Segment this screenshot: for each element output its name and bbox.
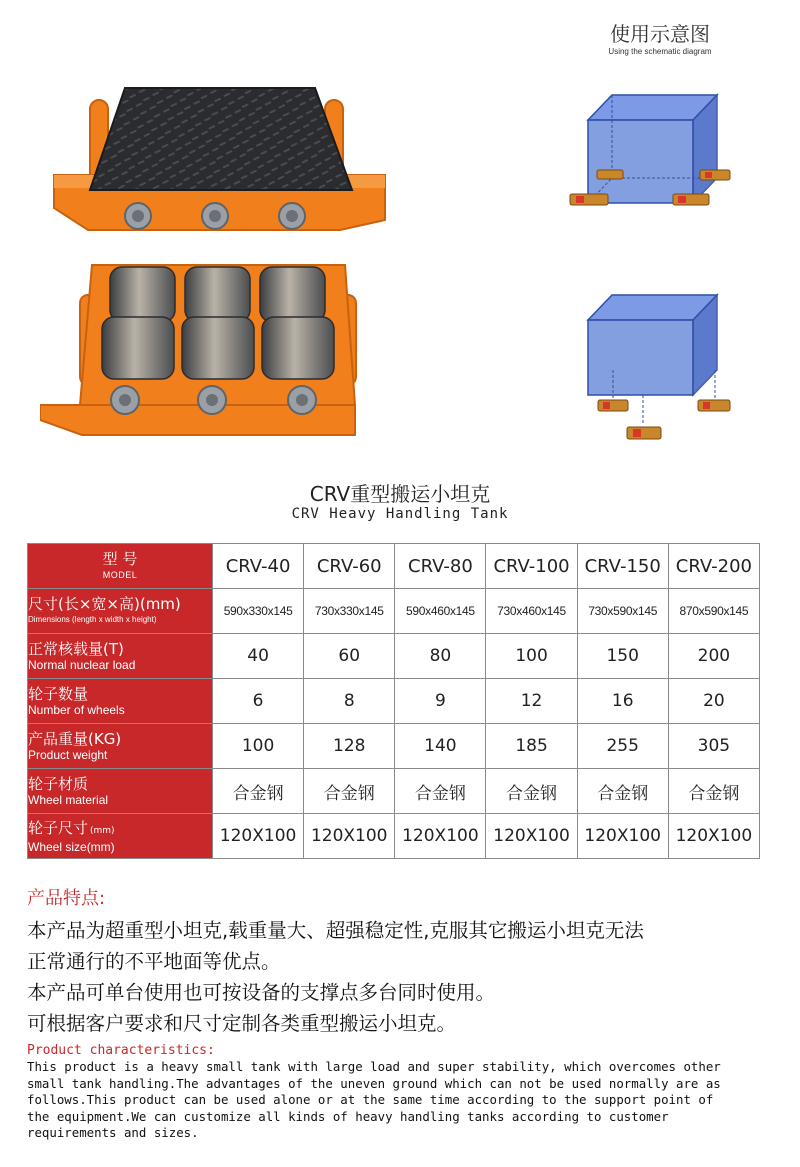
weight-cell: 140 (395, 724, 486, 769)
characteristics-title: Product characteristics: (27, 1043, 215, 1058)
row-header-model (28, 544, 213, 589)
weight-cell: 185 (486, 724, 577, 769)
characteristics-body (27, 1059, 767, 1142)
material-cell: 合金钢 (668, 769, 759, 814)
material-cell: 合金钢 (486, 769, 577, 814)
material-cell: 合金钢 (577, 769, 668, 814)
feature-line: 本产品为超重型小坦克,载重量大、超强稳定性,克服其它搬运小坦克无法 (27, 919, 644, 942)
row-header-en: Wheel size(mm) (28, 839, 115, 854)
weight-cell: 128 (304, 724, 395, 769)
table-row-load (28, 634, 760, 679)
product-title-cn: CRV重型搬运小坦克 (309, 482, 491, 506)
model-cell: CRV-80 (395, 544, 486, 589)
row-header-weight (28, 724, 213, 769)
wheels-cell: 12 (486, 679, 577, 724)
load-cell: 150 (577, 634, 668, 679)
dimension-cell: 730x330x145 (304, 589, 395, 634)
feature-line: 正常通行的不平地面等优点。 (27, 950, 281, 973)
row-header-en: Wheel material (28, 793, 109, 807)
dimension-cell: 870x590x145 (668, 589, 759, 634)
row-header-wheel-size (28, 814, 213, 859)
tank-top-image (40, 80, 400, 280)
characteristics-line: the equipment.We can customize all kinds of heavy handling tanks according to customer (27, 1108, 669, 1124)
row-header-load (28, 634, 213, 679)
row-header-en: MODEL (102, 570, 138, 580)
wheels-cell: 20 (668, 679, 759, 724)
row-header-cn: 正常核载量(T) (28, 640, 124, 658)
wheel-size-cell: 120X100 (304, 814, 395, 859)
row-header-cn: 轮子材质 (28, 775, 89, 793)
wheel-size-cell: 120X100 (668, 814, 759, 859)
wheel-size-cell: 120X100 (486, 814, 577, 859)
row-header-en: Product weight (28, 748, 108, 762)
row-header-cn: 产品重量(KG) (28, 730, 122, 748)
material-cell: 合金钢 (213, 769, 304, 814)
dimension-cell: 730x590x145 (577, 589, 668, 634)
row-header-en: Normal nuclear load (28, 658, 136, 672)
table-row-model (28, 544, 760, 589)
feature-line: 本产品可单台使用也可按设备的支撑点多台同时使用。 (27, 981, 496, 1004)
model-cell: CRV-150 (577, 544, 668, 589)
wheel-size-cell: 120X100 (395, 814, 486, 859)
table-row-material (28, 769, 760, 814)
row-header-material (28, 769, 213, 814)
load-cell: 80 (395, 634, 486, 679)
wheels-cell: 16 (577, 679, 668, 724)
row-header-cn: 尺寸(长×宽×高)(mm) (28, 595, 181, 613)
dimension-cell: 730x460x145 (486, 589, 577, 634)
spec-table (27, 543, 760, 859)
schematic-diagram-1 (565, 90, 745, 220)
row-header-en: Dimensions (length x width x height) (28, 615, 157, 624)
table-row-wheel-size (28, 814, 760, 859)
row-header-en: Number of wheels (28, 703, 125, 717)
characteristics-line: requirements and sizes. (27, 1125, 199, 1141)
row-header-dimensions (28, 589, 213, 634)
table-row-wheels (28, 679, 760, 724)
characteristics-line: small tank handling.The advantages of the uneven ground which can not be used normally are as (27, 1075, 721, 1091)
load-cell: 100 (486, 634, 577, 679)
model-cell: CRV-200 (668, 544, 759, 589)
weight-cell: 305 (668, 724, 759, 769)
wheels-cell: 6 (213, 679, 304, 724)
load-cell: 200 (668, 634, 759, 679)
tank-rollers-image (40, 255, 400, 455)
row-header-cn: 轮子数量 (28, 685, 89, 703)
wheels-cell: 9 (395, 679, 486, 724)
load-cell: 60 (304, 634, 395, 679)
model-cell: CRV-100 (486, 544, 577, 589)
row-header-cn-text: 轮子尺寸 (28, 818, 89, 837)
table-row-weight (28, 724, 760, 769)
schematic-diagram-2 (565, 290, 745, 450)
characteristics-line: This product is a heavy small tank with large load and super stability, which overcomes other (27, 1059, 721, 1074)
material-cell: 合金钢 (304, 769, 395, 814)
load-cell: 40 (213, 634, 304, 679)
row-header-cn: 型 号 (102, 550, 138, 568)
wheels-cell: 8 (304, 679, 395, 724)
weight-cell: 100 (213, 724, 304, 769)
model-cell: CRV-40 (213, 544, 304, 589)
features-title: 产品特点: (27, 888, 106, 909)
material-cell: 合金钢 (395, 769, 486, 814)
row-header-cn (28, 819, 212, 840)
wheel-size-cell: 120X100 (213, 814, 304, 859)
dimension-cell: 590x330x145 (213, 589, 304, 634)
characteristics-line: follows.This product can be used alone or at the same time according to the support point of (27, 1092, 714, 1108)
product-title-en: CRV Heavy Handling Tank (291, 506, 509, 522)
schematic-title: 使用示意图 (610, 22, 710, 46)
feature-line: 可根据客户要求和尺寸定制各类重型搬运小坦克。 (27, 1012, 457, 1035)
model-cell: CRV-60 (304, 544, 395, 589)
dimension-cell: 590x460x145 (395, 589, 486, 634)
schematic-subtitle: Using the schematic diagram (608, 47, 712, 56)
weight-cell: 255 (577, 724, 668, 769)
table-row-dimensions (28, 589, 760, 634)
row-header-wheels (28, 679, 213, 724)
wheel-size-cell: 120X100 (577, 814, 668, 859)
row-header-unit: (mm) (90, 825, 115, 836)
